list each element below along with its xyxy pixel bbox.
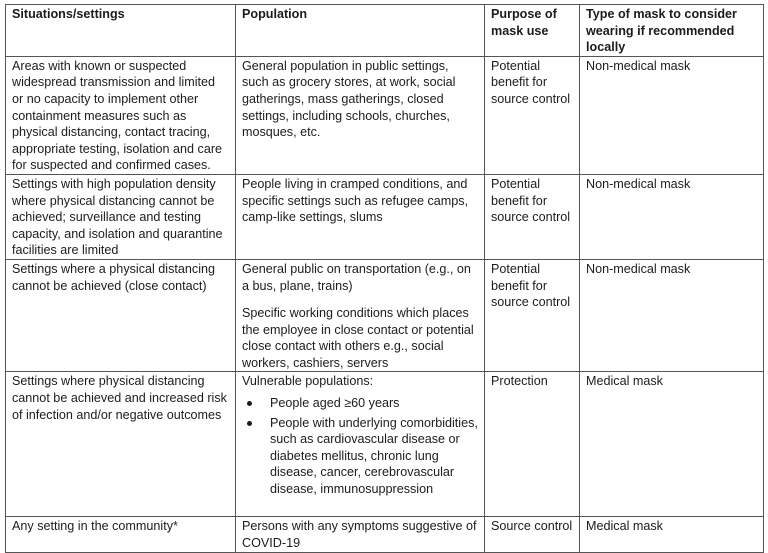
mask-type-cell: Non-medical mask [580,56,764,174]
population-paragraph: People living in cramped conditions, and specific settings such as refugee camps, camp-like settings, slums [242,176,469,225]
table-body [6,56,764,552]
mask-guidance-table [5,4,764,553]
bullet-text: People with underlying comorbidities, such as cardiovascular disease or diabetes mellitus, chronic lung disease, cancer, cerebrovascular disease, immunosuppression [270,415,478,497]
table-row [6,517,764,552]
population-paragraph: Vulnerable populations: [242,374,374,389]
purpose-cell: Potential benefit for source control [485,56,580,174]
bullet-icon [247,401,252,406]
table-row [6,56,764,174]
purpose-cell: Source control [485,517,580,552]
header-purpose: Purpose of mask use [485,5,580,57]
bullet-icon [247,421,252,426]
header-mask-type: Type of mask to consider wearing if recommended locally [580,5,764,57]
bullet-text: People aged ≥60 years [270,396,400,411]
situation-cell: Areas with known or suspected widespread transmission and limited or no capacity to implement other containment measures such as physical distancing, contact tracing, appropriate testing, isolation and care for suspected and confirmed cases. [6,56,236,174]
table-row [6,372,764,517]
table-row [6,259,764,372]
population-bullet-item [270,395,478,412]
population-paragraph: Persons with any symptoms suggestive of COVID-19 [242,519,477,551]
population-cell [236,56,485,174]
population-bullet-list [242,395,478,498]
purpose-cell: Protection [485,372,580,517]
situation-cell: Any setting in the community* [6,517,236,552]
mask-type-cell: Non-medical mask [580,259,764,372]
mask-type-cell: Medical mask [580,517,764,552]
mask-type-cell: Medical mask [580,372,764,517]
population-paragraph: General public on transportation (e.g., on a bus, plane, trains) [242,261,471,293]
mask-guidance-document [5,4,763,551]
population-cell [236,372,485,517]
header-population: Population [236,5,485,57]
mask-type-cell: Non-medical mask [580,174,764,259]
situation-cell: Settings where a physical distancing cannot be achieved (close contact) [6,259,236,372]
population-cell [236,259,485,372]
population-cell [236,174,485,259]
purpose-cell: Potential benefit for source control [485,174,580,259]
table-row [6,174,764,259]
table-header-row [6,5,764,57]
situation-cell: Settings where physical distancing cannot be achieved and increased risk of infection and/or negative outcomes [6,372,236,517]
population-paragraph: Specific working conditions which places the employee in close contact or potential close contact with others e.g., social workers, cashiers, servers [242,306,474,370]
population-paragraph: General population in public settings, such as grocery stores, at work, social gatherings, mass gatherings, closed settings, including schools, churches, mosques, etc. [242,58,456,140]
population-cell [236,517,485,552]
header-situations: Situations/settings [6,5,236,57]
situation-cell: Settings with high population density where physical distancing cannot be achieved; surveillance and testing capacity, and isolation and quarantine facilities are limited [6,174,236,259]
purpose-cell: Potential benefit for source control [485,259,580,372]
population-bullet-item [270,415,478,498]
